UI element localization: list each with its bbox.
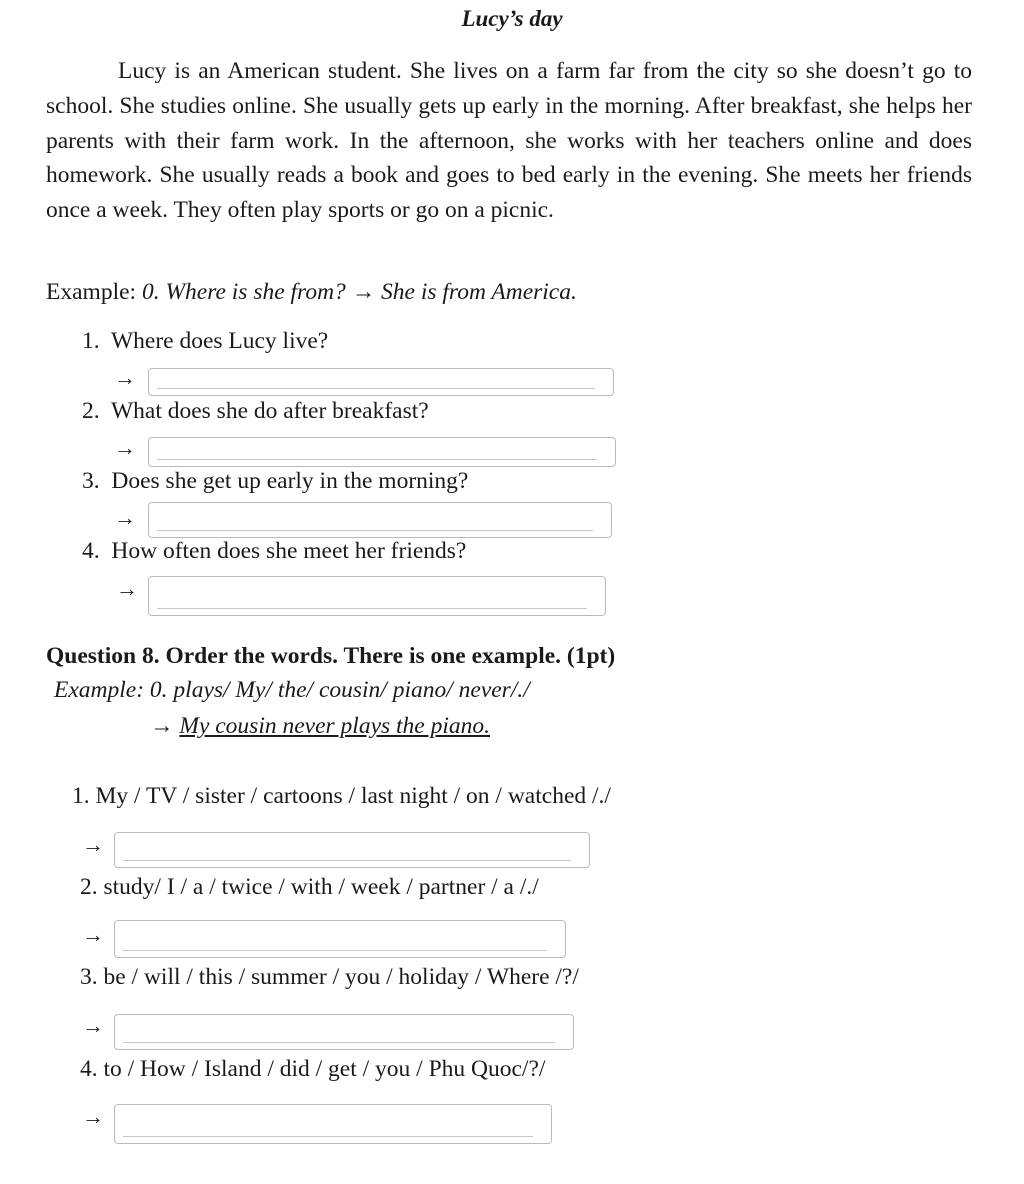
answer-input-3[interactable]: [148, 502, 612, 538]
order-item-4: 4. to / How / Island / did / get / you / Phu Quoc/?/: [80, 1056, 546, 1082]
answer-input-4[interactable]: [148, 576, 606, 616]
answer-arrow: →: [82, 922, 104, 947]
page-title: Lucy’s day: [461, 6, 563, 31]
answer-input-1[interactable]: [148, 368, 614, 396]
reading-example: [46, 279, 577, 306]
answer-arrow: →: [82, 832, 104, 857]
answer-arrow: →: [114, 365, 136, 390]
example-arrow: →: [351, 279, 376, 305]
reading-passage: Lucy is an American student. She lives on a farm far from the city so she doesn’t go to school. She studies online. She usually gets up early in the morning. After breakfast, she helps her parents with their farm work. In the afternoon, she works with her teachers online and does homework. She usually reads a book and goes to bed early in the evening. She meets her friends once a week. They often play sports or go on a picnic.: [46, 58, 972, 224]
question-number: 1.: [82, 328, 100, 354]
question-number: 2.: [82, 398, 100, 424]
question-text: What does she do after breakfast?: [110, 398, 429, 424]
order-item-1: 1. My / TV / sister / cartoons / last night / on / watched /./: [72, 783, 611, 809]
example-answer: She is from America.: [381, 279, 577, 305]
question-number: 4.: [82, 538, 100, 564]
question-8-heading: Question 8. Order the words. There is one example. (1pt): [46, 643, 616, 669]
order-answer-input-1[interactable]: [114, 832, 590, 868]
question-8-example-prompt: Example: 0. plays/ My/ the/ cousin/ piano/ never/./: [54, 677, 530, 703]
answer-arrow: →: [114, 505, 136, 530]
order-answer-input-4[interactable]: [114, 1104, 552, 1144]
question-number: 3.: [82, 468, 100, 494]
answer-arrow: →: [82, 1104, 104, 1129]
reading-question-1: [82, 328, 328, 355]
question-text: Where does Lucy live?: [110, 328, 329, 354]
order-item-2: 2. study/ I / a / twice / with / week / partner / a /./: [80, 874, 539, 900]
reading-question-2: [82, 398, 429, 425]
question-text: Does she get up early in the morning?: [111, 468, 469, 494]
example-arrow: →: [150, 713, 174, 739]
reading-question-3: [82, 468, 468, 495]
order-answer-input-3[interactable]: [114, 1014, 574, 1050]
example-question: 0. Where is she from?: [141, 279, 346, 305]
answer-arrow: →: [82, 1013, 104, 1038]
order-answer-input-2[interactable]: [114, 920, 566, 958]
answer-arrow: →: [114, 435, 136, 460]
answer-arrow: →: [116, 576, 138, 601]
reading-question-4: [82, 538, 466, 565]
order-item-3: 3. be / will / this / summer / you / holiday / Where /?/: [80, 964, 579, 990]
question-text: How often does she meet her friends?: [111, 538, 467, 564]
example-answer-text: My cousin never plays the piano.: [179, 713, 491, 739]
example-label: Example:: [46, 279, 137, 305]
question-8-example-answer: [150, 713, 490, 740]
answer-input-2[interactable]: [148, 437, 616, 467]
